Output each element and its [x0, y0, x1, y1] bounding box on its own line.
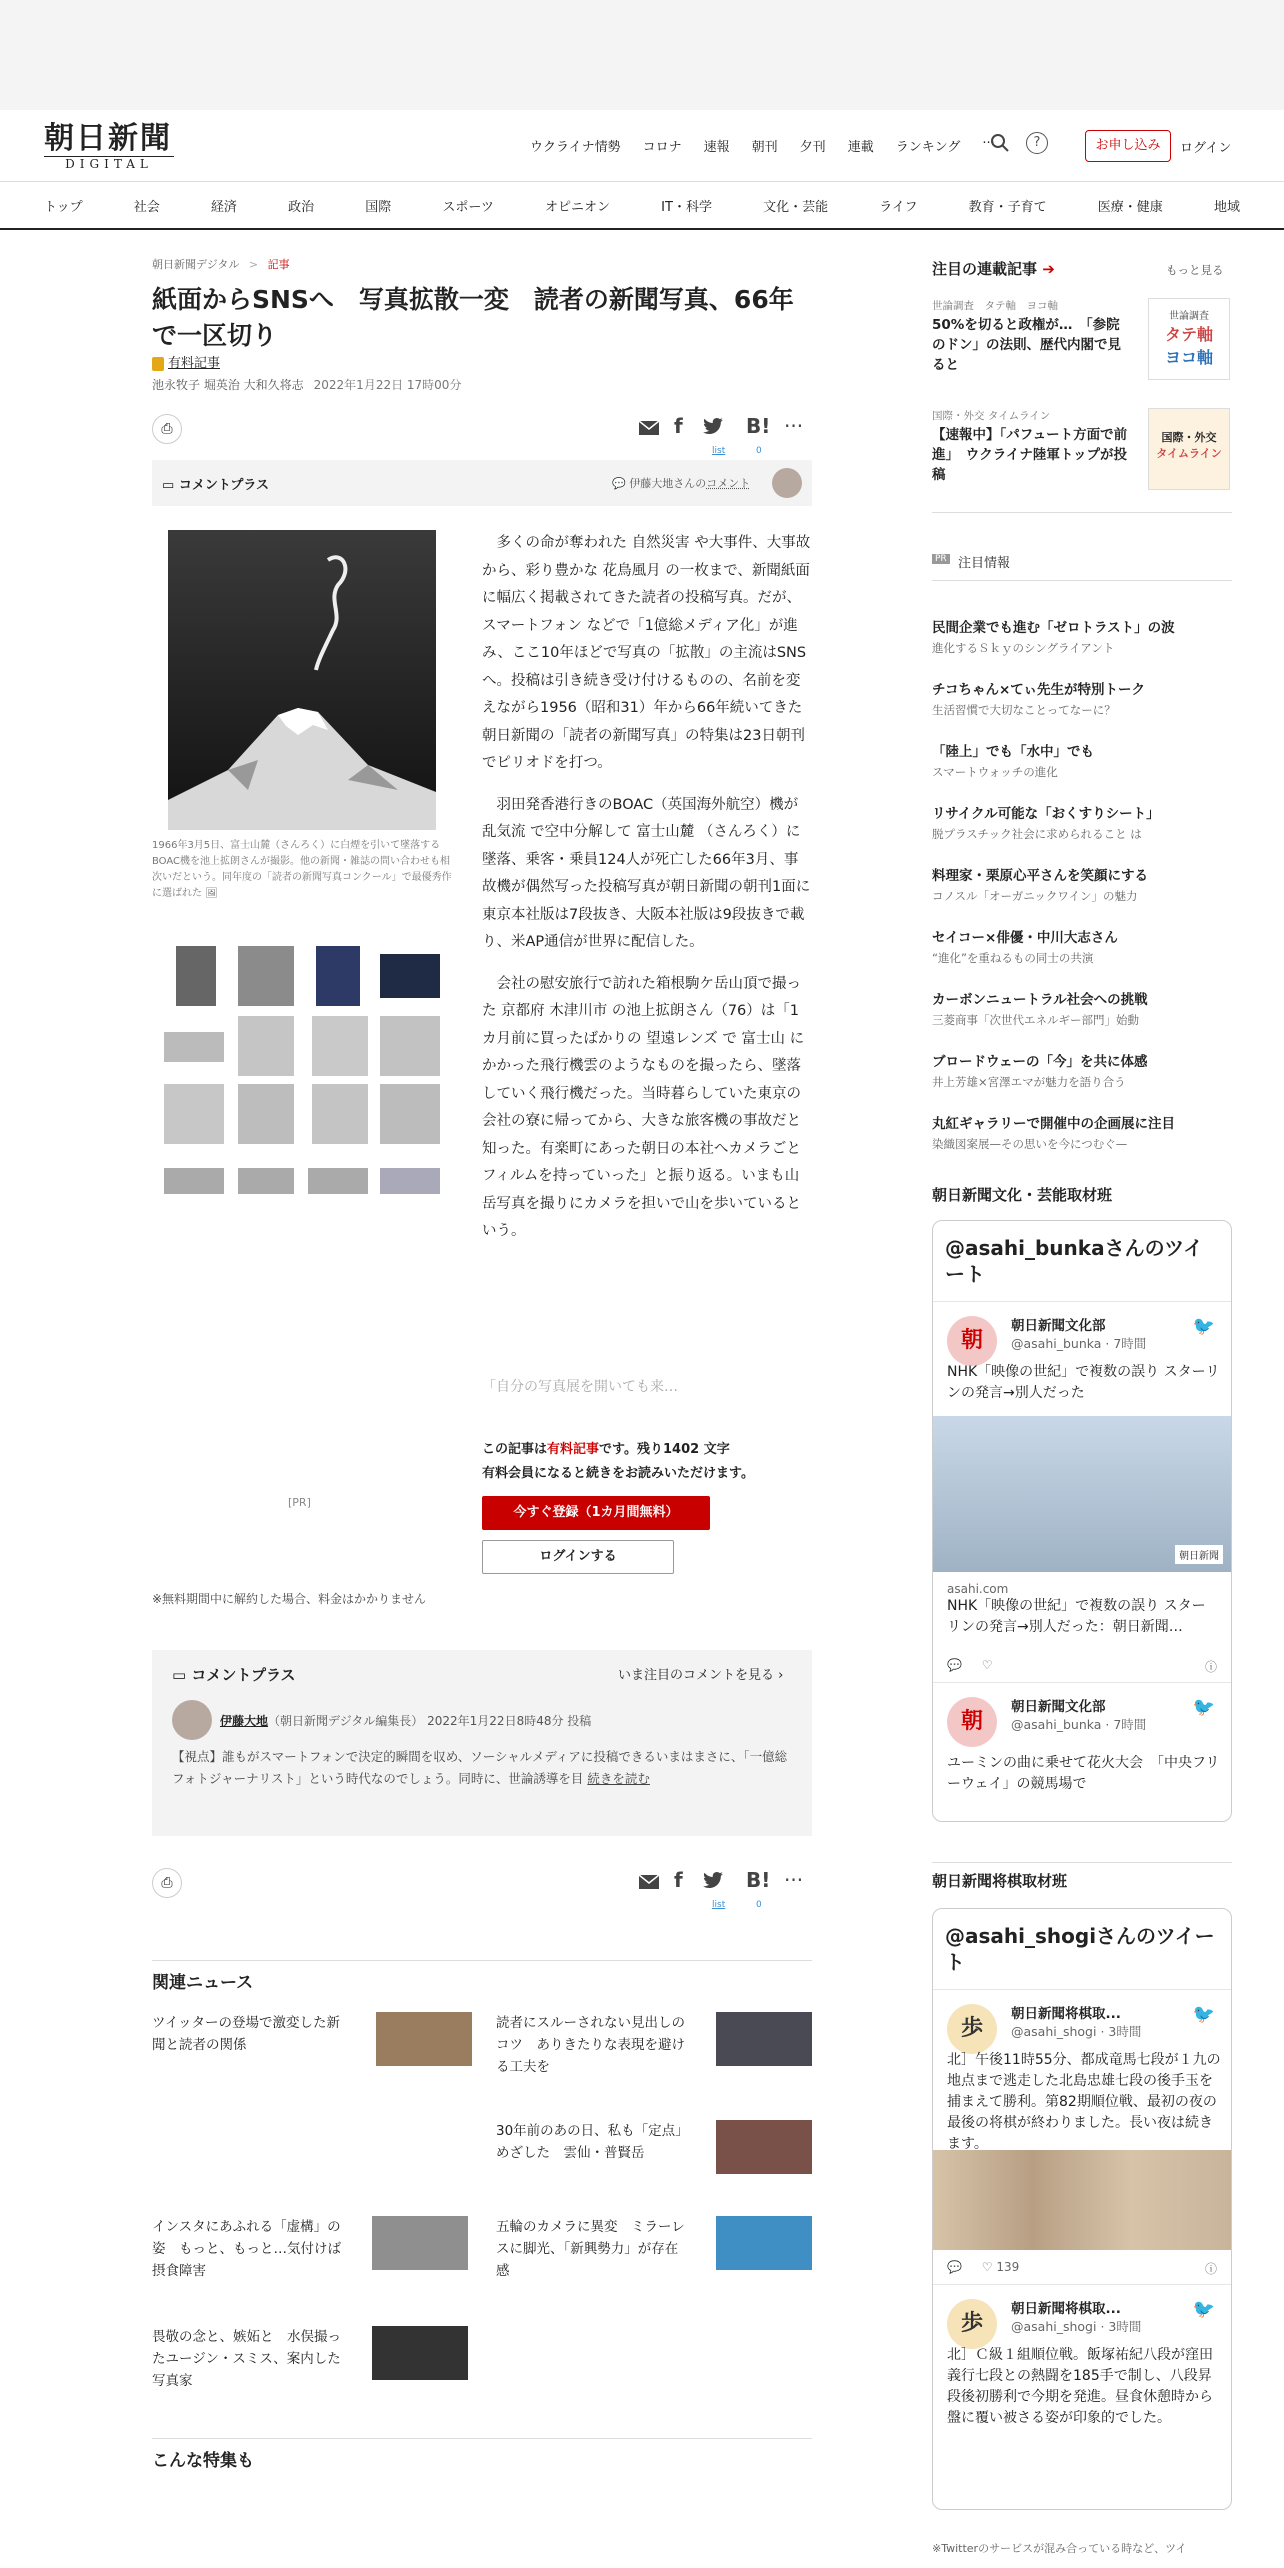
- related-thumbnail[interactable]: [716, 2216, 812, 2270]
- reply-icon[interactable]: 💬: [947, 2260, 962, 2274]
- twitter-embed-bunka: [932, 1220, 1232, 1822]
- print-icon[interactable]: ⎙: [152, 1868, 182, 1898]
- share-bar-bottom: [152, 1866, 812, 1908]
- free-trial-note: ※無料期間中に解約した場合、料金はかかりません: [152, 1592, 427, 1606]
- thumbnail[interactable]: [316, 946, 360, 1006]
- top-links: [530, 136, 995, 155]
- related-thumbnail[interactable]: [372, 2216, 468, 2270]
- article-paragraph: 多くの命が奪われた 自然災害 や大事件、大事故から、彩り豊かな 花鳥風月 の一枚まで、新聞紙面に幅広く掲載されてきた読者の投稿写真。だが、 スマートフォン などで「1億総メディア化」が進み、ここ10年ほどで写真の「拡散」の主流はSNSへ。投稿は引き続き受け付けるものの、名前を変えながら1956（昭和31）年から66年続いてきた朝日新聞の「読者の新聞写真」の特集は23日朝刊でピリオドを打つ。: [482, 535, 811, 771]
- culture-title: 朝日新聞文化・芸能取材班: [932, 1186, 1113, 1204]
- twitter-icon[interactable]: [702, 1872, 724, 1890]
- divider: [152, 1960, 812, 1961]
- top-link[interactable]: コロナ: [642, 140, 682, 155]
- article-paragraph: 羽田発香港行きのBOAC（英国海外航空）機が 乱気流 で空中分解して 富士山麓 （さんろく）に墜落、乗客・乗員124人が死亡した66年3月、事故機が偶然写った投稿写真が朝日新聞の朝刊1面に東京本社版は7段抜き、大阪本社版は9段抜きで載り、米AP通信が世界に配信した。: [482, 796, 811, 950]
- tweet-actions: [933, 1648, 1231, 1682]
- thumbnail[interactable]: [380, 1084, 440, 1144]
- top-link[interactable]: 速報: [703, 140, 730, 155]
- related-item[interactable]: 五輪のカメラに異変 ミラーレスに脚光、「新興勢力」が存在感: [496, 2219, 685, 2279]
- twitter-disclaimer: ※Twitterのサービスが混み合っている時など、ツイ: [932, 2542, 1187, 2555]
- article-title: 紙面からSNSへ 写真拡散一変 読者の新聞写真、66年で一区切り: [152, 285, 794, 350]
- mail-icon[interactable]: [638, 420, 660, 436]
- comment-text: 【視点】誰もがスマートフォンで決定的瞬間を収め、ソーシャルメディアに投稿できるいまはまさに、「一億総フォトジャーナリスト」という時代なのでしょう。同時に、世論誘導を目 続きを読む: [172, 1749, 788, 1786]
- tweet[interactable]: 朝 朝日新聞文化部 @asahi_bunka · 7時間 🐦 NHK「映像の世紀」で複数の誤り スターリンの発言→別人だった: [947, 1316, 1220, 1401]
- series-item[interactable]: 国際・外交 タイムライン 【速報中】「パフュート方面で前進」 ウクライナ陸軍トップが投稿: [932, 410, 1128, 483]
- thumbnail[interactable]: [380, 954, 440, 998]
- tweet-avatar[interactable]: 歩: [947, 2299, 997, 2349]
- thumbnail[interactable]: [312, 1084, 368, 1144]
- pick-item[interactable]: 民間企業でも進む「ゼロトラスト」の波 進化するＳｋｙのシングライアント: [932, 620, 1175, 655]
- thumbnail[interactable]: [164, 1032, 224, 1062]
- info-icon[interactable]: ⓘ: [1204, 1660, 1217, 1674]
- twitter-bird-icon[interactable]: 🐦: [1192, 1697, 1215, 1718]
- related-title: 関連ニュース: [152, 1973, 254, 1993]
- gnav-item[interactable]: トップ: [44, 199, 83, 215]
- gnav-item[interactable]: 地域: [1213, 199, 1240, 215]
- twitter-embed-shogi: [932, 1908, 1232, 2510]
- pr-badge: PR: [932, 554, 950, 564]
- gnav-item[interactable]: 医療・健康: [1097, 199, 1163, 215]
- mail-icon[interactable]: [638, 1874, 660, 1890]
- twitter-bird-icon[interactable]: 🐦: [1192, 1316, 1215, 1337]
- top-link[interactable]: 夕刊: [799, 140, 826, 155]
- subscribe-button[interactable]: お申し込み: [1085, 130, 1171, 162]
- twitter-bird-icon[interactable]: 🐦: [1192, 2299, 1215, 2320]
- commenter-info: 伊藤大地（朝日新聞デジタル編集長） 2022年1月22日8時48分 投稿: [220, 1714, 592, 1728]
- related-thumbnail[interactable]: [376, 2012, 472, 2066]
- global-nav: [0, 182, 1284, 230]
- commenter-avatar: [172, 1700, 212, 1740]
- reply-icon[interactable]: 💬: [947, 1658, 962, 1672]
- hot-comments-link[interactable]: いま注目のコメントを見る ›: [618, 1668, 784, 1683]
- comment-author-link[interactable]: 💬 伊藤大地さんのコメント: [612, 477, 751, 490]
- pick-item[interactable]: 丸紅ギャラリーで開催中の企画展に注目 染織図案展—その思いを今につむぐ—: [932, 1116, 1175, 1151]
- gnav-item[interactable]: 社会: [133, 199, 160, 215]
- article-body: [482, 530, 812, 1260]
- more-share-icon[interactable]: ···: [784, 414, 804, 438]
- article-paragraph: 会社の慰安旅行で訪れた箱根駒ケ岳山頂で撮った 京都府 木津川市 の池上拡朗さん（76）は「1カ月前に買ったばかりの 望遠レンズ で 富士山 にかかった飛行機雲のようなものを撮ったら、墜落していく飛行機だった。当時暮らしていた東京の会社の寮に帰ってから、大きな旅客機の事故だと知った。有楽町にあった朝日の本社へカメラごとフィルムを持っていった」と振り返る。いまも山岳写真を撮りにカメラを担いで山を歩いているという。: [482, 975, 805, 1239]
- thumbnail[interactable]: [164, 1084, 224, 1144]
- related-thumbnail[interactable]: [716, 2120, 812, 2174]
- site-header: [0, 110, 1284, 182]
- pick-title: 注目情報: [958, 556, 1011, 571]
- hatena-count: 0: [756, 1900, 762, 1910]
- gnav-item[interactable]: 文化・芸能: [763, 199, 829, 215]
- related-thumbnail[interactable]: [716, 2012, 812, 2066]
- series-title[interactable]: 注目の連載記事 ➔: [932, 260, 1055, 278]
- photo-caption: 1966年3月5日、富士山麓（さんろく）に白煙を引いて墜落するBOAC機を池上拡朗さんが撮影。他の新聞・雑誌の問い合わせも相次いだという。同年度の「読者の新聞写真コンクール」で最優秀作に選ばれた 🖼: [152, 840, 452, 899]
- series-thumbnail[interactable]: 国際・外交 タイムライン: [1148, 408, 1230, 490]
- thumbnail[interactable]: [176, 946, 216, 1006]
- pick-item[interactable]: リサイクル可能な「おくすりシート」 脱プラスチック社会に求められること は: [932, 806, 1160, 841]
- related-item[interactable]: インスタにあふれる「虚構」の姿 もっと、もっと…気付けば摂食障害: [152, 2219, 341, 2279]
- like-icon[interactable]: ♡: [981, 1658, 993, 1672]
- paid-article-link[interactable]: 有料記事: [547, 1442, 600, 1457]
- pick-item[interactable]: 「陸上」でも「水中」でも スマートウォッチの進化: [932, 744, 1094, 779]
- top-link[interactable]: ランキング: [895, 140, 961, 155]
- comment-plus-title: ▭ コメントプラス: [172, 1666, 296, 1684]
- breadcrumb-category[interactable]: 記事: [267, 258, 290, 271]
- register-button[interactable]: 今すぐ登録（1カ月間無料）: [482, 1496, 710, 1530]
- series-thumbnail[interactable]: 世論調査 タテ軸 ヨコ軸: [1148, 298, 1230, 380]
- divider: [932, 512, 1232, 513]
- pick-item[interactable]: チコちゃん×てぃ先生が特別トーク 生活習慣で大切なことってなーに？: [932, 682, 1146, 717]
- lock-icon: [152, 357, 164, 371]
- divider: [932, 580, 1232, 581]
- gnav-item[interactable]: 教育・子育て: [968, 199, 1047, 215]
- twitter-list-link[interactable]: list: [712, 446, 726, 456]
- hatena-count: 0: [756, 446, 762, 456]
- tweet[interactable]: 朝 朝日新聞文化部 @asahi_bunka · 7時間 🐦 ユーミンの曲に乗せて花火大会 「中央フリーウェイ」の競馬場で: [933, 1682, 1231, 1802]
- top-link[interactable]: 朝刊: [751, 140, 778, 155]
- comment-plus-section: [152, 1650, 812, 1836]
- pick-item[interactable]: ブロードウェーの「今」を共に体感 井上芳雄×宮澤エマが魅力を語り合う: [932, 1054, 1148, 1089]
- twitter-icon[interactable]: [702, 418, 724, 436]
- feature-title: こんな特集も: [152, 2451, 254, 2471]
- gnav-item[interactable]: オピニオン: [545, 199, 611, 215]
- thumbnail[interactable]: [380, 1016, 440, 1076]
- pr-label: [PR]: [288, 1496, 311, 1509]
- gnav-item[interactable]: IT・科学: [661, 199, 712, 215]
- paywall-message: この記事は有料記事です。残り1402 文字 有料会員になると続きをお読みいただけます。: [482, 1442, 754, 1481]
- tweet-link-card[interactable]: asahi.com NHK「映像の世紀」で複数の誤り スターリンの発言→別人だった：朝日新聞…: [947, 1582, 1206, 1635]
- like-count: 139: [996, 2260, 1020, 2274]
- top-link[interactable]: 連載: [847, 140, 874, 155]
- like-icon[interactable]: ♡: [981, 2260, 993, 2274]
- help-icon[interactable]: ?: [1026, 132, 1048, 154]
- twitter-bird-icon[interactable]: 🐦: [1192, 2004, 1215, 2025]
- tweet[interactable]: 歩 朝日新聞将棋取... @asahi_shogi · 3時間 🐦 北］午後11時55分、都成竜馬七段が１九の地点まで逃走した北島忠雄七段の後手玉を捕まえて勝利。第82期順位戦、最初の夜の最後の将棋が終わりました。長い夜は続きます。: [947, 2004, 1221, 2152]
- comment-plus-bar[interactable]: [152, 460, 812, 506]
- series-more-link[interactable]: もっと見る: [1166, 263, 1224, 277]
- related-thumbnail[interactable]: [372, 2326, 468, 2380]
- thumbnail[interactable]: [238, 946, 294, 1006]
- gnav-item[interactable]: 国際: [365, 199, 392, 215]
- gnav-item[interactable]: スポーツ: [442, 199, 494, 215]
- tweet-header[interactable]: @asahi_shogiさんのツイート: [933, 1909, 1231, 1990]
- login-link[interactable]: ログイン: [1180, 141, 1232, 156]
- facebook-icon[interactable]: f: [674, 414, 683, 438]
- pick-item[interactable]: カーボンニュートラル社会への挑戦 三菱商事「次世代エネルギー部門」始動: [932, 992, 1148, 1027]
- shogi-title: 朝日新聞将棋取材班: [932, 1872, 1068, 1890]
- more-share-icon[interactable]: ···: [784, 1868, 804, 1892]
- login-button[interactable]: ログインする: [482, 1540, 674, 1574]
- info-icon[interactable]: ⓘ: [1204, 2262, 1217, 2276]
- byline: 池永牧子 堀英治 大和久将志 2022年1月22日 17時00分: [152, 378, 462, 392]
- related-item[interactable]: 30年前のあの日、私も「定点」めざした 雲仙・普賢岳: [496, 2123, 682, 2161]
- thumbnail[interactable]: [164, 1168, 224, 1194]
- read-more-link[interactable]: 続きを読む: [587, 1771, 650, 1786]
- expand-icon[interactable]: 🖼: [205, 888, 218, 899]
- thumbnail[interactable]: [238, 1084, 294, 1144]
- breadcrumb-site[interactable]: 朝日新聞デジタル: [152, 258, 240, 271]
- share-bar: [152, 412, 812, 454]
- thumbnail[interactable]: [380, 1168, 440, 1194]
- print-icon[interactable]: ⎙: [152, 414, 182, 444]
- related-item[interactable]: ツイッターの登場で激変した新聞と読者の関係: [152, 2015, 341, 2053]
- pick-item[interactable]: 料理家・栗原心平さんを笑顔にする コノスル「オーガニックワイン」の魅力: [932, 868, 1148, 903]
- thumbnail[interactable]: [308, 1168, 368, 1194]
- faded-preview: 「自分の写真展を開いても来…: [482, 1379, 678, 1395]
- paid-badge: 有料記事: [152, 352, 220, 371]
- more-icon[interactable]: ···: [982, 136, 995, 151]
- commenter-avatar: [772, 468, 802, 498]
- comment-plus-label: ▭ コメントプラス: [162, 478, 270, 493]
- tweet[interactable]: 歩 朝日新聞将棋取... @asahi_shogi · 3時間 🐦 北］Ｃ級１組順位戦。飯塚祐紀八段が窪田義行七段との熱闘を185手で制し、八段昇段後初勝利で今期を発進。昼食休憩時から盤に覆い被さる姿が印象的でした。: [933, 2284, 1231, 2464]
- gnav-item[interactable]: 経済: [210, 199, 237, 215]
- twitter-list-link[interactable]: list: [712, 1900, 726, 1910]
- facebook-icon[interactable]: f: [674, 1868, 683, 1892]
- related-item[interactable]: 読者にスルーされない見出しのコツ ありきたりな表現を避ける工夫を: [496, 2015, 685, 2075]
- related-item[interactable]: 畏敬の念と、嫉妬と 水俣撮ったユージン・スミス、案内した写真家: [152, 2329, 341, 2389]
- tweet-photo[interactable]: [933, 1416, 1231, 1572]
- top-ad-area: [0, 0, 1284, 110]
- thumbnail[interactable]: [238, 1168, 294, 1194]
- tweet-photo[interactable]: [933, 2150, 1231, 2250]
- series-item[interactable]: 世論調査 タテ軸 ヨコ軸 50%を切ると政権が… 「参院のドン」の法則、歴代内閣で見ると: [932, 300, 1121, 373]
- asahi-logo[interactable]: 朝日新聞 DIGITAL: [44, 121, 172, 171]
- hatena-icon[interactable]: B!: [746, 1868, 771, 1892]
- breadcrumb: 朝日新聞デジタル > 記事: [152, 258, 290, 271]
- divider: [152, 2438, 812, 2439]
- top-link[interactable]: ウクライナ情勢: [530, 140, 621, 155]
- fuji-photo: [168, 530, 436, 830]
- photo-credit: 朝日新聞: [1175, 1545, 1223, 1564]
- tweet-actions: [933, 2250, 1231, 2284]
- divider: [932, 1862, 1232, 1863]
- tweet-header[interactable]: @asahi_bunkaさんのツイート: [933, 1221, 1231, 1302]
- gnav-item[interactable]: ライフ: [879, 199, 918, 215]
- tweet-avatar[interactable]: 朝: [947, 1316, 997, 1366]
- gnav-item[interactable]: 政治: [288, 199, 315, 215]
- pick-item[interactable]: セイコー×俳優・中川大志さん “進化”を重ねるもの同士の共演: [932, 930, 1118, 965]
- article-photo[interactable]: [168, 530, 436, 830]
- tweet-avatar[interactable]: 歩: [947, 2004, 997, 2054]
- thumbnail[interactable]: [312, 1016, 368, 1076]
- hatena-icon[interactable]: B!: [746, 414, 771, 438]
- thumbnail[interactable]: [238, 1016, 294, 1076]
- commenter-name[interactable]: 伊藤大地: [220, 1714, 269, 1728]
- search-icon[interactable]: [990, 133, 1010, 153]
- tweet-avatar[interactable]: 朝: [947, 1697, 997, 1747]
